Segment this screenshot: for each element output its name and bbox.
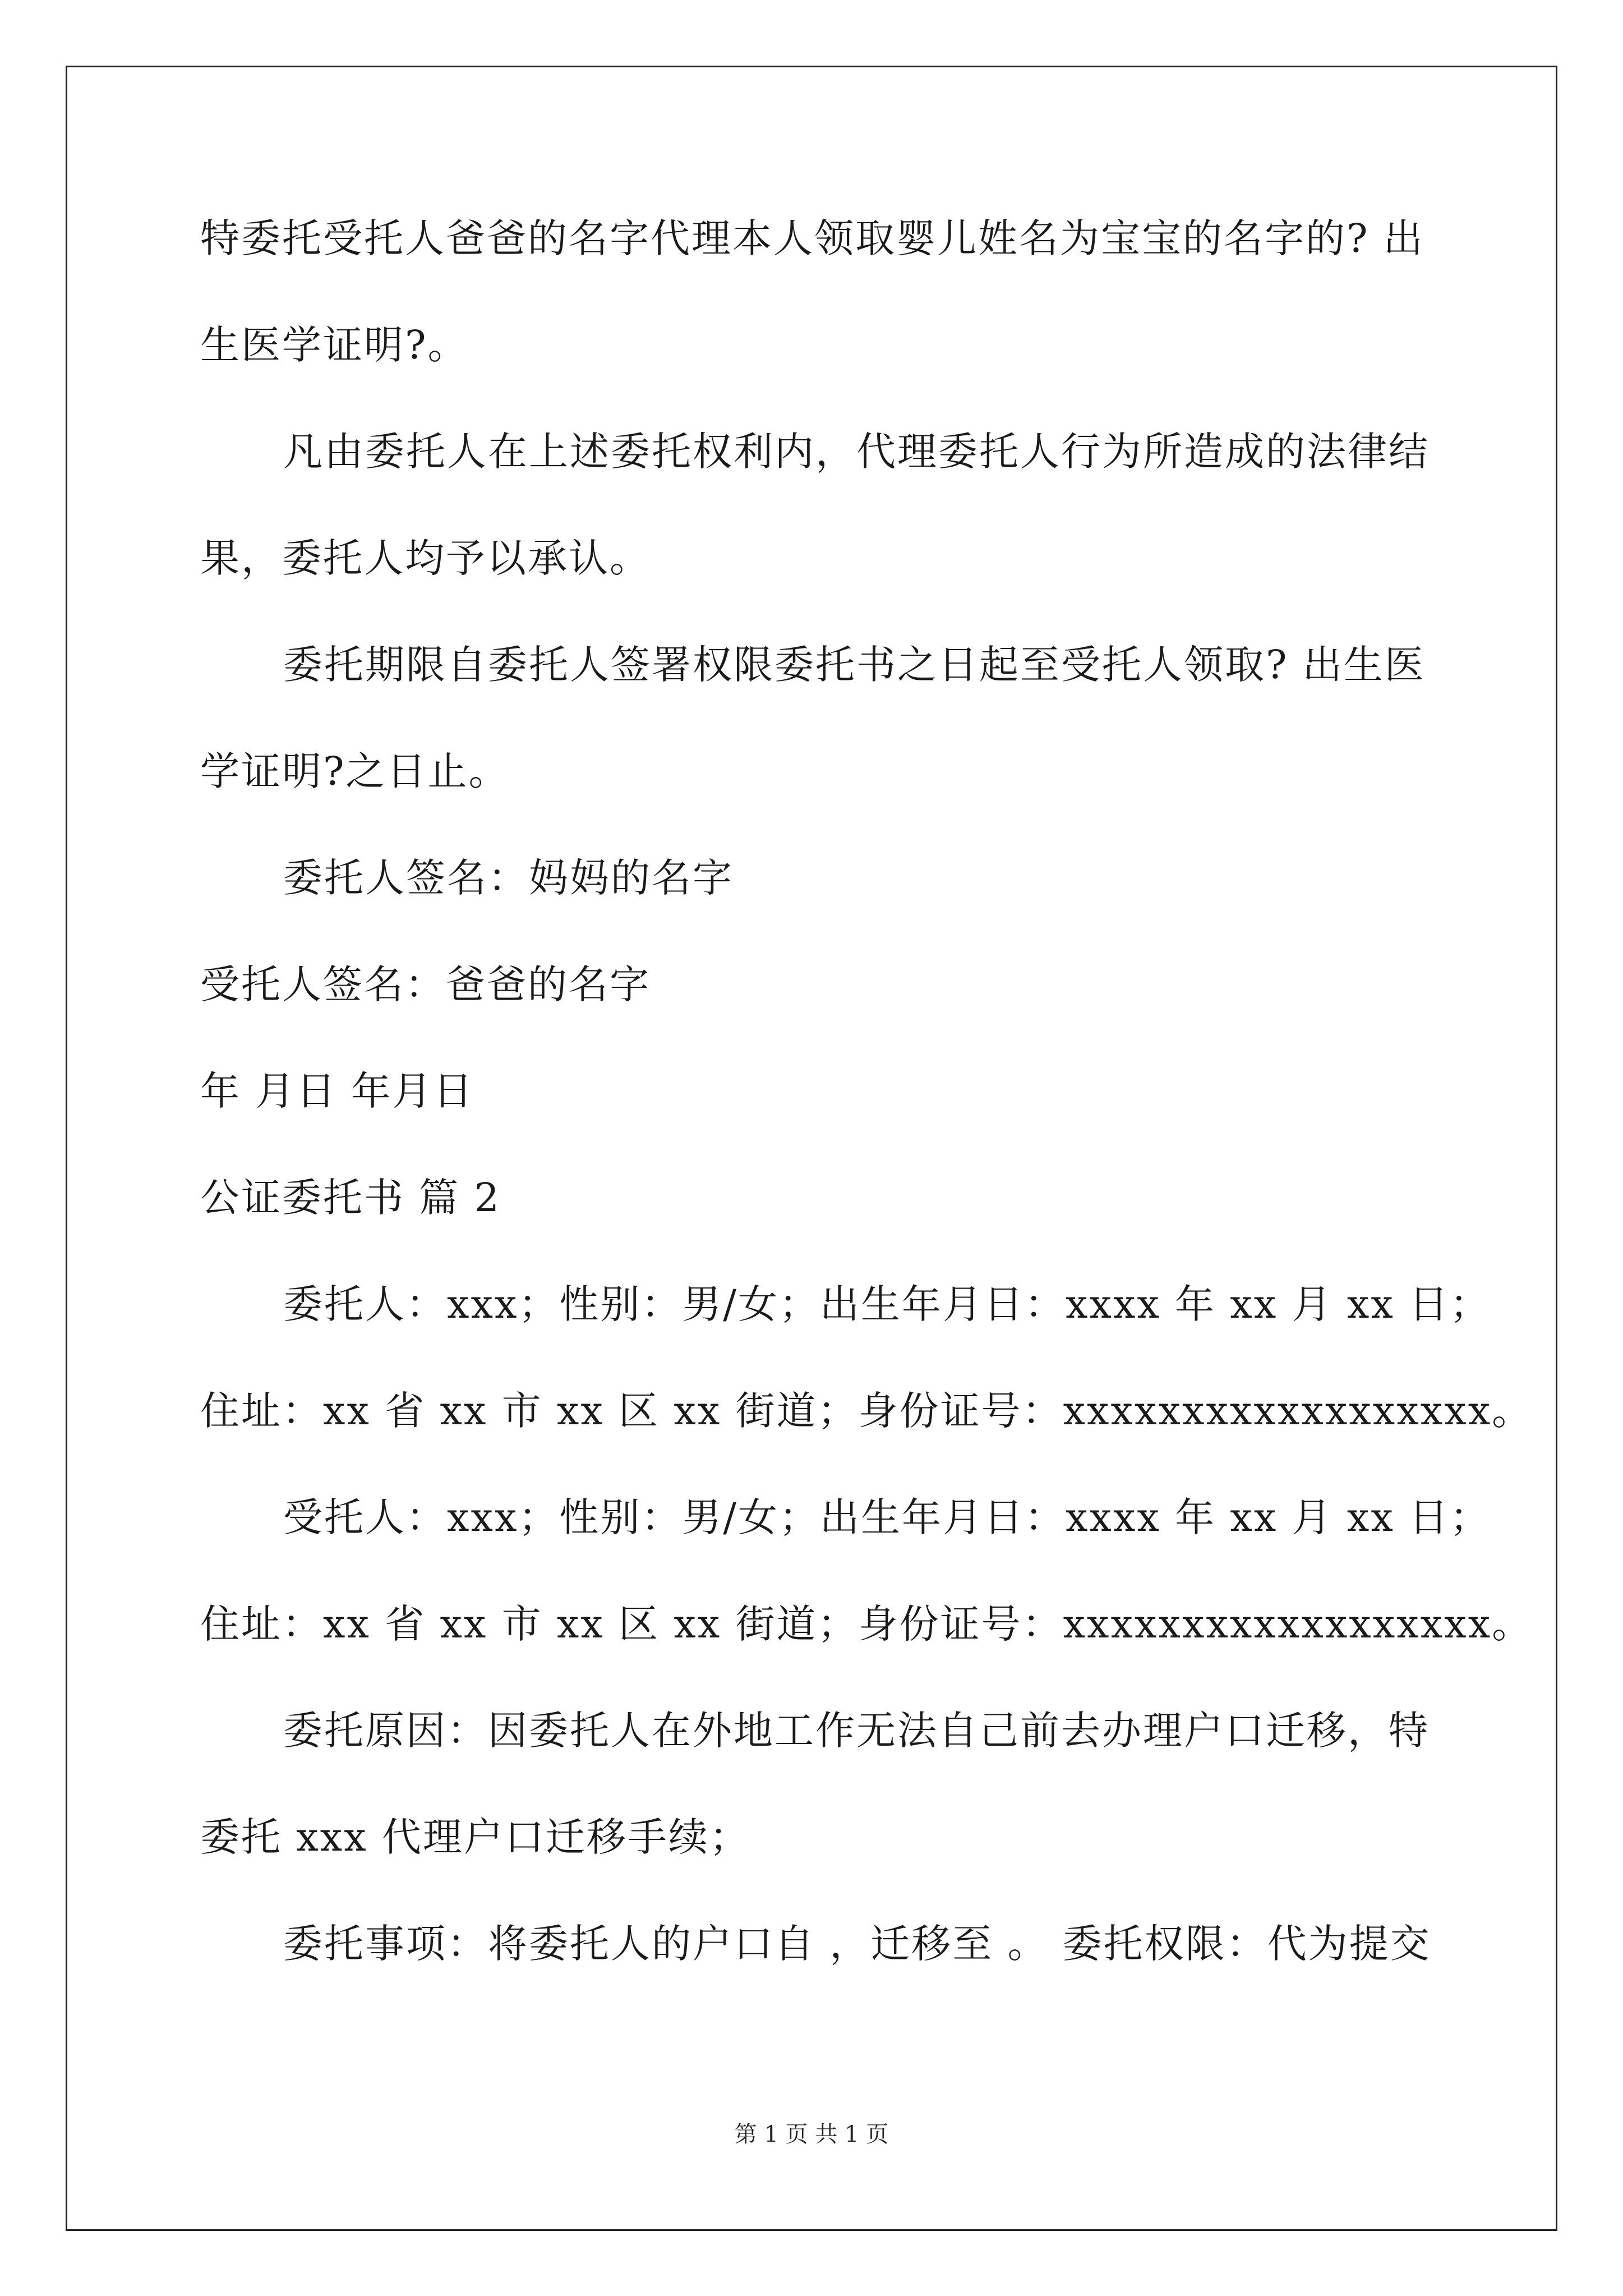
date-line: 年 月日 年月日 — [200, 1068, 474, 1114]
page-border — [66, 66, 1557, 2231]
paragraph-line: 住址：xx 省 xx 市 xx 区 xx 街道；身份证号：xxxxxxxxxxxxxxxxxx。 — [200, 1601, 1533, 1647]
paragraph-line: 凡由委托人在上述委托权利内，代理委托人行为所造成的法律结 — [283, 429, 1430, 475]
paragraph-line: 特委托受托人爸爸的名字代理本人领取婴儿姓名为宝宝的名字的? 出 — [200, 215, 1424, 261]
signature-line-agent: 受托人签名：爸爸的名字 — [200, 961, 651, 1007]
paragraph-line: 学证明?之日止。 — [200, 748, 510, 794]
paragraph-line: 委托期限自委托人签署权限委托书之日起至受托人领取? 出生医 — [283, 642, 1426, 688]
paragraph-line: 委托原因：因委托人在外地工作无法自己前去办理户口迁移，特 — [283, 1708, 1430, 1754]
paragraph-line: 果，委托人均予以承认。 — [200, 535, 651, 581]
paragraph-line: 委托 xxx 代理户口迁移手续； — [200, 1814, 750, 1860]
paragraph-line: 委托人：xxx；性别：男/女；出生年月日：xxxx 年 xx 月 xx 日； — [283, 1281, 1491, 1327]
section-title: 公证委托书 篇 2 — [200, 1175, 501, 1221]
paragraph-line: 受托人：xxx；性别：男/女；出生年月日：xxxx 年 xx 月 xx 日； — [283, 1494, 1491, 1540]
signature-line-principal: 委托人签名：妈妈的名字 — [283, 855, 734, 901]
page-number-footer: 第 1 页 共 1 页 — [734, 2122, 889, 2147]
paragraph-line: 生医学证明?。 — [200, 322, 469, 368]
paragraph-line: 委托事项：将委托人的户口自 ，迁移至 。 委托权限：代为提交 — [283, 1921, 1431, 1967]
paragraph-line: 住址：xx 省 xx 市 xx 区 xx 街道；身份证号：xxxxxxxxxxxxxxxxxx。 — [200, 1388, 1533, 1434]
